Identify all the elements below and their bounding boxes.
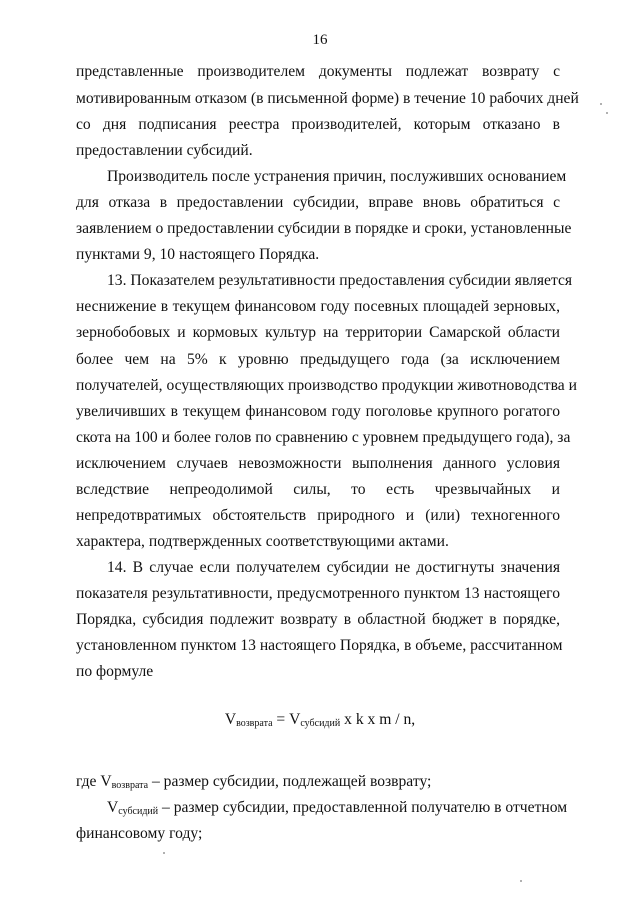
definition-text: – размер субсидии, подлежащей возврату;	[148, 773, 432, 790]
text-line: вследствие непреодолимой силы, то есть чрезвычайных и	[76, 481, 560, 498]
text-line: исключением случаев невозможности выполнения данного условия	[76, 455, 560, 472]
text-line: со дня подписания реестра производителей, которым отказано в	[76, 116, 560, 133]
text-line: финансовому году;	[76, 825, 203, 842]
text-line: мотивированным отказом (в письменной форме) в течение 10 рабочих дней	[76, 90, 579, 107]
text-line: предоставлении субсидий.	[76, 142, 253, 159]
page-number: 16	[312, 32, 328, 48]
text-line: 13. Показателем результативности предоставления субсидии является	[107, 272, 573, 289]
definition-prefix: где V	[76, 773, 112, 790]
text-line: показателя результативности, предусмотренного пунктом 13 настоящего	[76, 585, 560, 602]
text-line: Порядка, субсидия подлежит возврату в областной бюджет в порядке,	[76, 611, 560, 628]
scan-speck	[163, 852, 165, 854]
text-line: установленном пунктом 13 настоящего Порядка, в объеме, рассчитанном	[76, 637, 563, 654]
text-line: 14. В случае если получателем субсидии не достигнуты значения	[107, 559, 560, 576]
text-line: получателей, осуществляющих производство продукции животноводства и	[76, 377, 577, 394]
definition-subscript: субсидий	[118, 806, 159, 817]
text-line: неснижение в текущем финансовом году посевных площадей зерновых,	[76, 298, 560, 315]
text-line: непредотвратимых обстоятельств природного и (или) техногенного	[76, 507, 560, 524]
scan-speck	[606, 112, 608, 114]
text-line: увеличивших в текущем финансовом году поголовье крупного рогатого	[76, 403, 560, 420]
formula-tail: x k x m / n,	[340, 711, 416, 728]
text-line: зернобобовых и кормовых культур на территории Самарской области	[76, 324, 560, 341]
formula-rhs-subscript: субсидий	[300, 718, 341, 729]
text-line: пунктами 9, 10 настоящего Порядка.	[76, 246, 320, 263]
definition-subscript: возврата	[111, 780, 149, 791]
formula-rhs: V	[289, 711, 301, 728]
text-line: для отказа в предоставлении субсидии, вправе вновь обратиться с	[76, 194, 560, 211]
scan-speck	[520, 880, 522, 882]
formula-equals: =	[272, 711, 290, 728]
formula-lhs-subscript: возврата	[236, 718, 273, 729]
text-line: характера, подтвержденных соответствующими актами.	[76, 533, 449, 550]
definition-line	[107, 798, 568, 822]
text-line: скота на 100 и более голов по сравнению с уровнем предыдущего года), за	[76, 429, 571, 446]
text-line: заявлением о предоставлении субсидии в порядке и сроки, установленные	[76, 220, 572, 237]
definition-prefix: V	[107, 799, 119, 816]
formula-lhs: V	[224, 711, 237, 728]
text-line: по формуле	[76, 663, 154, 680]
scan-speck	[600, 103, 602, 105]
definition-text: – размер субсидии, предоставленной получателю в отчетном	[158, 799, 568, 816]
text-line: Производитель после устранения причин, послуживших основанием	[107, 168, 567, 185]
formula	[0, 710, 640, 734]
text-line: более чем на 5% к уровню предыдущего года (за исключением	[76, 351, 560, 368]
definition-line	[76, 772, 560, 796]
text-line: представленные производителем документы подлежат возврату с	[76, 63, 560, 80]
